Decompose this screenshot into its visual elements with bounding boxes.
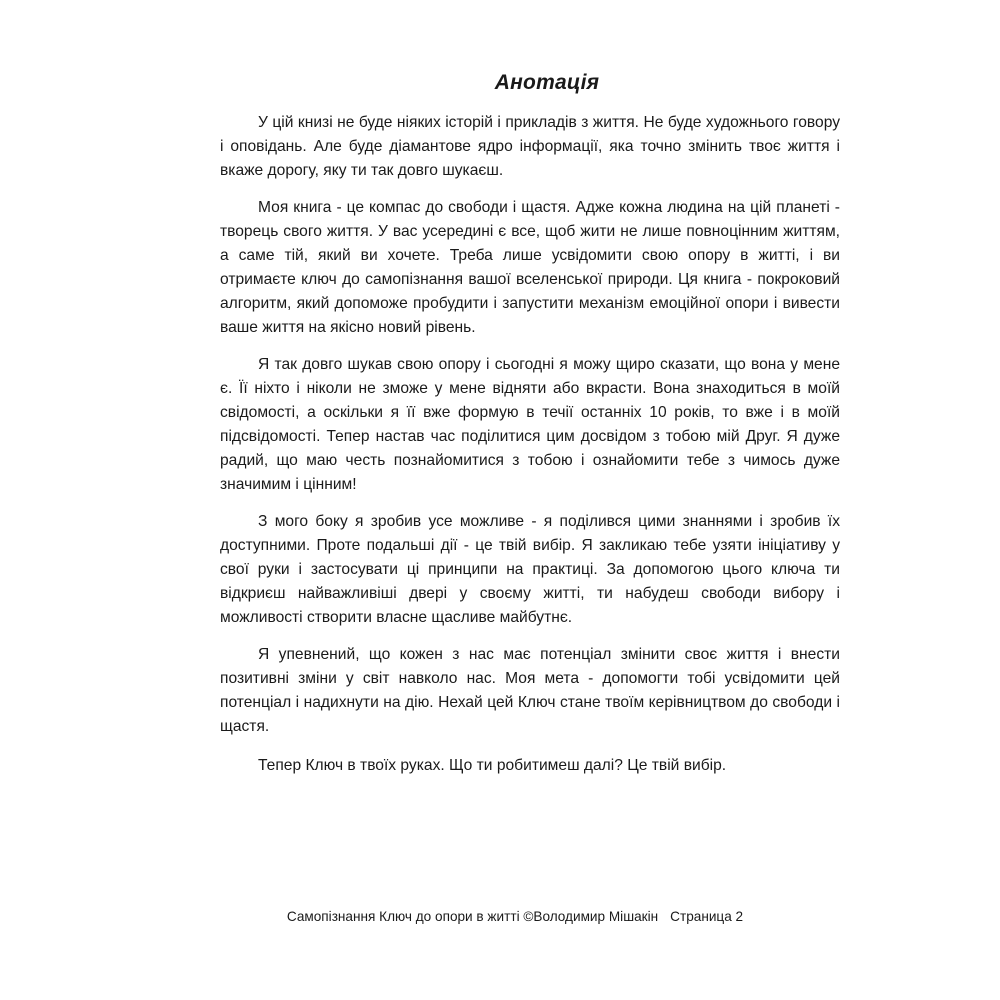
footer-text: Самопізнання Ключ до опори в житті ©Володимир Мішакін: [286, 909, 659, 924]
paragraph-3: Я так довго шукав свою опору і сьогодні я можу щиро сказати, що вона у мене є. Її ніхто і ніколи не зможе у мене відняти або вкрасти. Вона знаходиться в моїй свідомості, а оскільки я її вже формую в течії останніх 10 років, то вже і в моїй підсвідомості. Тепер настав час поділитися цим досвідом з тобою мій Друг. Я дуже радий, що маю честь познайомитися з тобою і ознайомити тебе з чимось дуже значимим і цінним!: [220, 356, 840, 493]
page-footer: [0, 907, 1000, 927]
paragraph-4: З мого боку я зробив усе можливе - я поділився цими знаннями і зробив їх доступними. Проте подальші дії - це твій вибір. Я закликаю тебе узяти ініціативу у свої руки і застосувати ці принципи на практиці. За допомогою цього ключа ти відкриєш найважливіші двері у своєму житті, ти набудеш свободи вибору і можливості створити власне щасливе майбутнє.: [220, 513, 840, 626]
paragraph-1: У цій книзі не буде ніяких історій і прикладів з життя. Не буде художнього говору і оповідань. Але буде діамантове ядро інформації, яка точно змінить твоє життя і вкаже дорогу, яку ти так довго шукаєш.: [220, 114, 840, 179]
closing-line: Тепер Ключ в твоїх руках. Що ти робитимеш далі? Це твій вибір.: [258, 757, 727, 774]
paragraph-2: Моя книга - це компас до свободи і щастя. Адже кожна людина на цій планеті - творець свого життя. У вас усередині є все, щоб жити не лише повноцінним життям, а саме тій, який ви хочете. Треба лише усвідомити свою опору в житті, і ви отримаєте ключ до самопізнання вашої вселенської природи. Ця книга - покроковий алгоритм, який допоможе пробудити і запустити механізм емоційної опори і вивести ваше життя на якісно новий рівень.: [220, 199, 840, 336]
paragraph-5: Я упевнений, що кожен з нас має потенціал змінити своє життя і внести позитивні зміни у світ навколо нас. Моя мета - допомогти тобі усвідомити цей потенціал і надихнути на дію. Нехай цей Ключ стане твоїм керівництвом до свободи і щастя.: [220, 646, 840, 735]
page-number: Страница 2: [670, 909, 744, 924]
page-title: Анотація: [494, 71, 600, 94]
annotation-body: [220, 111, 840, 752]
